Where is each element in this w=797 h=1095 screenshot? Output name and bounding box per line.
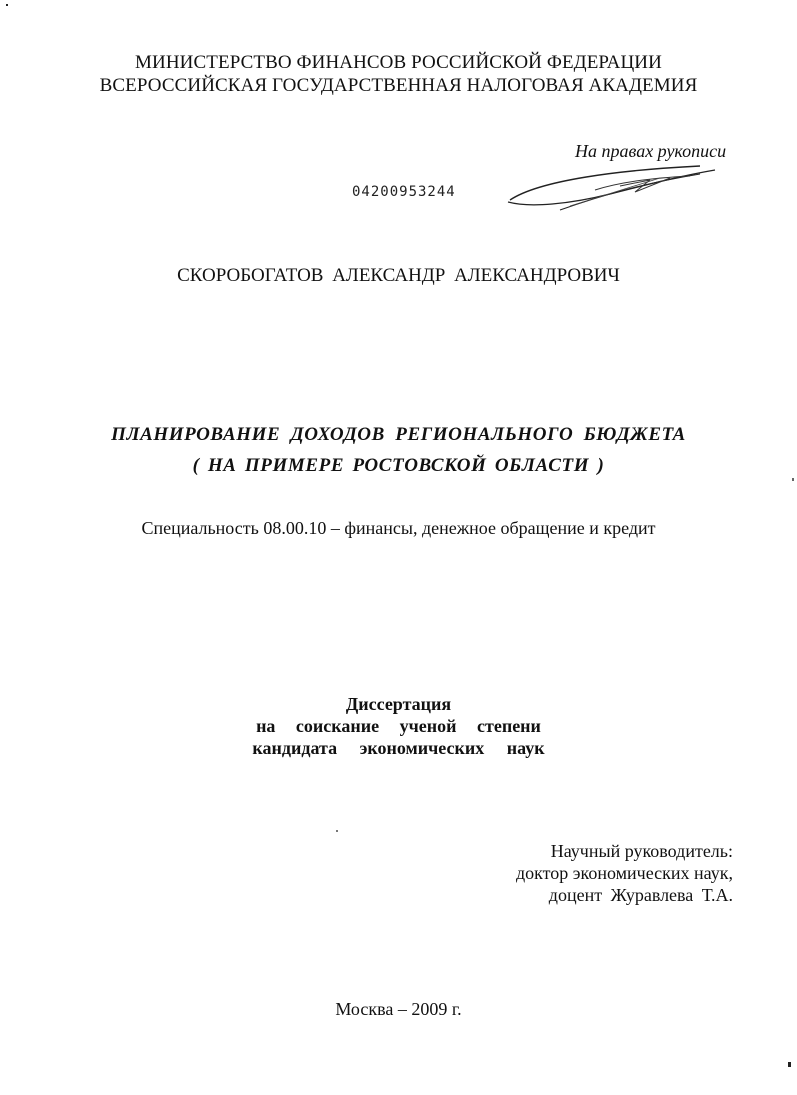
scan-speck <box>6 4 8 6</box>
advisor-degree: доктор экономических наук, <box>516 863 733 883</box>
advisor-label: Научный руководитель: <box>550 841 733 861</box>
speciality-line: Специальность 08.00.10 – финансы, денежное обращение и кредит <box>141 518 656 538</box>
author-name: СКОРОБОГАТОВ АЛЕКСАНДР АЛЕКСАНДРОВИЧ <box>177 265 620 286</box>
library-stamp-number: 04200953244 <box>352 184 456 200</box>
scan-speck <box>336 830 338 832</box>
scan-speck <box>792 478 794 481</box>
place-year: Москва – 2009 г. <box>335 999 462 1019</box>
degree-line-1: на соискание ученой степени <box>256 716 541 736</box>
ministry-heading: МИНИСТЕРСТВО ФИНАНСОВ РОССИЙСКОЙ ФЕДЕРАЦИИ <box>135 52 662 73</box>
dissertation-title-line-2: ( НА ПРИМЕРЕ РОСТОВСКОЙ ОБЛАСТИ ) <box>192 455 605 476</box>
advisor-name: доцент Журавлева Т.А. <box>548 885 733 905</box>
degree-line-2: кандидата экономических наук <box>252 738 545 758</box>
signature-icon <box>500 160 730 216</box>
dissertation-label: Диссертация <box>345 694 452 714</box>
scan-speck <box>788 1062 791 1067</box>
manuscript-note: На правах рукописи <box>575 141 727 161</box>
academy-heading: ВСЕРОССИЙСКАЯ ГОСУДАРСТВЕННАЯ НАЛОГОВАЯ АКАДЕМИЯ <box>99 75 698 96</box>
dissertation-title-line-1: ПЛАНИРОВАНИЕ ДОХОДОВ РЕГИОНАЛЬНОГО БЮДЖЕТА <box>111 424 686 445</box>
